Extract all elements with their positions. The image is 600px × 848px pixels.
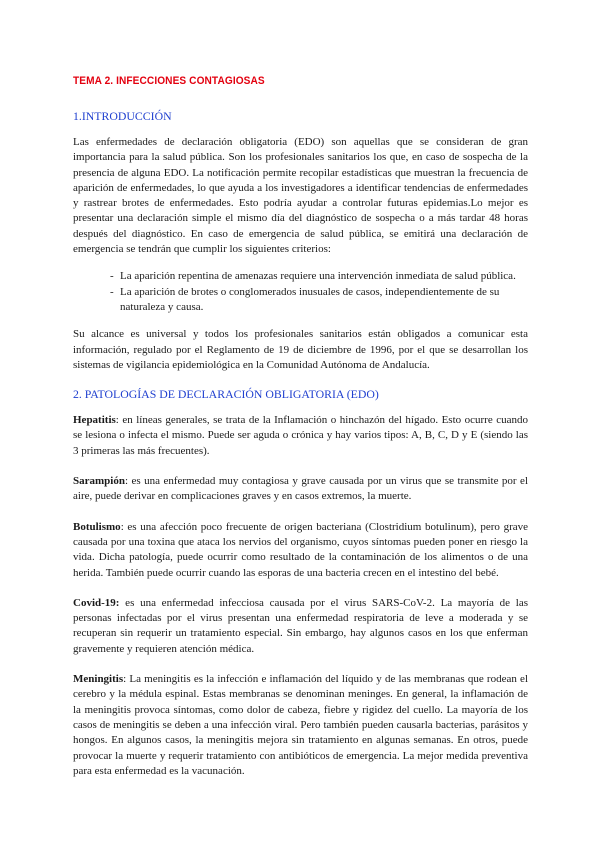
disease-name: Meningitis xyxy=(73,673,124,686)
criteria-item xyxy=(110,285,528,316)
disease-description: : es una afección poco frecuente de origen bacteriana (Clostridium botulinum), pero grave causada por una toxina que ataca los nervios del organismo, cuyos síntomas pueden poner en riesgo la vida. Dicha patología, puede ocurrir como resultado de la contaminación de los alimentos o de una herida. También puede ocurrir cuando las esporas de una bacteria crecen en el intestino del bebé. xyxy=(73,520,528,579)
disease-description: : La meningitis es la infección e inflamación del líquido y de las membranas que rodean el cerebro y la médula espinal. Estas membranas se denominan meninges. En general, la inflamación de la meningitis provoca síntomas, como dolor de cabeza, fiebre y rigidez del cuello. La mayoría de los casos de meningitis se deben a una infección viral. Pero también pueden causarla bacterias, parásitos y hongos. En algunos casos, la meningitis mejora sin tratamiento en algunas semanas. En otros, puede provocar la muerte y requerir tratamiento con antibióticos de emergencia. La mejor medida preventiva para esta enfermedad es la vacunación. xyxy=(73,673,528,777)
disease-name: Botulismo xyxy=(73,520,121,533)
list-marker: - xyxy=(110,270,114,283)
document-title: TEMA 2. INFECCIONES CONTAGIOSAS xyxy=(73,75,265,87)
intro-paragraph: Las enfermedades de declaración obligatoria (EDO) son aquellas que se consideran de gran importancia para la salud pública. Son los profesionales sanitarios los que, en caso de sospecha de la presencia de alguna EDO. La notificación permite recopilar estadísticas que muestran la frecuencia de aparición de enfermedades, lo que ayuda a los investigadores a identificar tendencias de enfermedades y rastrear brotes de enfermedades. Esto podría ayudar a controlar futuras epidemias.Lo mejor es presentar una declaración simple el mismo día del diagnóstico de sospecha o a más tardar 48 horas después del diagnóstico. En caso de emergencia de salud pública, se emitirá una declaración de emergencia se tendrán que cumplir los siguientes criterios: xyxy=(73,136,528,256)
list-marker: - xyxy=(110,285,114,298)
criteria-text: La aparición repentina de amenazas requiere una intervención inmediata de salud pública. xyxy=(120,270,516,283)
disease-sarampion xyxy=(73,474,528,505)
disease-hepatitis xyxy=(73,413,528,459)
criteria-text: La aparición de brotes o conglomerados inusuales de casos, independientemente de su naturaleza y causa. xyxy=(120,285,500,313)
document-body xyxy=(73,75,528,794)
disease-name: Covid-19: xyxy=(73,596,120,609)
intro-heading: 1.INTRODUCCIÓN xyxy=(73,109,172,123)
section2-heading: 2. PATOLOGÍAS DE DECLARACIÓN OBLIGATORIA (EDO) xyxy=(73,387,379,402)
scope-paragraph: Su alcance es universal y todos los profesionales sanitarios están obligados a comunicar esta información, regulado por el Reglamento de 19 de diciembre de 1996, por el que se desarrollan los sistemas de vigilancia epidemiológica en la Comunidad Autónoma de Andalucía. xyxy=(73,328,528,371)
disease-covid19 xyxy=(73,596,528,657)
disease-botulismo xyxy=(73,520,528,581)
disease-name: Sarampión xyxy=(73,475,125,488)
disease-description: : en líneas generales, se trata de la Inflamación o hinchazón del hígado. Esto ocurre cuando se lesiona o infecta el mismo. Puede ser aguda o crónica y hay varios tipos: A, B, C, D y E (siendo las 3 primeras las más frecuentes). xyxy=(73,414,528,457)
criteria-list xyxy=(73,269,528,315)
disease-name: Hepatitis xyxy=(73,414,116,427)
disease-description: es una enfermedad infecciosa causada por el virus SARS-CoV-2. La mayoría de las personas infectadas por el virus presentan una enfermedad respiratoria de leve a moderada y se recuperan sin requerir un tratamiento especial. Sin embargo, hay algunos casos en los que enferman gravemente y requieren atención médica. xyxy=(73,596,528,655)
disease-description: : es una enfermedad muy contagiosa y grave causada por un virus que se transmite por el aire, puede derivar en complicaciones graves y en casos extremos, la muerte. xyxy=(73,475,528,503)
disease-meningitis xyxy=(73,672,528,779)
criteria-item xyxy=(110,269,528,284)
